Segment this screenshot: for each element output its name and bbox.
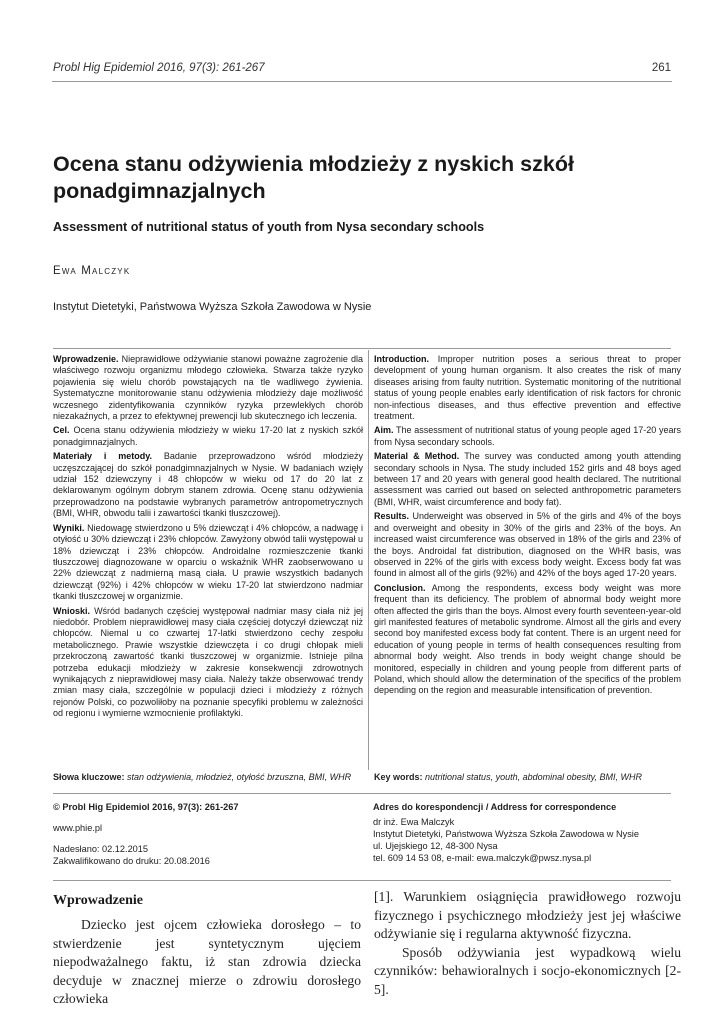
article-subtitle: Assessment of nutritional status of youth from Nysa secondary schools [53, 220, 485, 234]
title-line-1: Ocena stanu odżywienia młodzieży z nyskich szkół [53, 152, 574, 176]
page-number: 261 [651, 62, 671, 74]
body-paragraph: Dziecko jest ojcem człowieka dorosłego – to stwierdzenie jest syntetycznym ujęciem niepodważalnego faktu, iż stan zdrowia dziecka decyduje w znacznej mierze o zdrowiu dorosłego człowieka [53, 917, 361, 1006]
section-text: Wśród badanych częściej występował nadmiar masy ciała niż jej niedobór. Problem nieprawidłowej masy ciała częściej dotyczył dziewcząt niż chłopców. Niemal u co czwartej 17-latki stwierdzono cechy zespołu metabolicznego. Prawie wszystkie dziewczęta i co drugi chłopak mieli przekroczoną zawartość tkanki tłuszczowej w organizmie. Istnieje pilna potrzeba edukacji młodzieży w zakresie konsekwencji zdrowotnych wynikających z nieprawidłowej masy ciała. Należy także obserwować trendy zmian masy ciała, szczególnie w populacji dzieci i młodzieży z różnych rejonów Polski, co pozwoliłoby na poznanie specyfiki problemu w zależności od regionu i wymierne wzmocnienie profilaktyki. [53, 605, 363, 719]
abstract-column-divider [368, 350, 369, 770]
abstract-section [53, 523, 363, 603]
keywords-english [374, 772, 642, 782]
abstract-section [374, 451, 681, 508]
accepted-date: Zakwalifikowano do druku: 20.08.2016 [53, 856, 210, 866]
author-name: Ewa Malczyk [53, 265, 131, 277]
abstract-section [374, 354, 681, 422]
section-head: Materiały i metody. [53, 451, 153, 462]
body-column-left [53, 916, 361, 1009]
abstract-top-rule [53, 348, 671, 349]
keywords-polish [53, 772, 351, 782]
abstract-section [53, 451, 363, 519]
body-paragraph: [1]. Warunkiem osiągnięcia prawidłowego rozwoju fizycznego i psychicznego młodzieży jest jej właściwe odżywianie się i regularna aktywność fizyczna. [374, 889, 681, 941]
correspondence-contact: tel. 609 14 53 08, e-mail: ewa.malczyk@pwsz.nysa.pl [373, 853, 592, 863]
correspondence-head: Adres do korespondencji / Address for correspondence [373, 802, 617, 812]
section-head: Material & Method. [374, 451, 460, 462]
body-top-rule [53, 880, 671, 881]
article-title [53, 151, 653, 205]
section-text: Underweight was observed in 5% of the girls and 4% of the boys and overweight and obesity in 30% of the girls and 23% of the boys. An increased waist circumference was observed in 18% of the girls and 23% of the boys. Androidal fat distribution, diagnosed on the WHR basis, was observed in 22% of the girls with excess body weight. Excess body fat was found in almost all of the girls (92%) and 42% of the boys aged 17-20 years. [374, 511, 681, 579]
section-head: Wprowadzenie. [53, 354, 119, 364]
section-text: Nieprawidłowe odżywianie stanowi poważne zagrożenie dla właściwego rozwoju organizmu młodego człowieka. Stwarza także ryzyko pojawienia się wielu chorób powstających na tle wadliwego żywienia. Systematyczne monitorowanie stanu odżywienia młodzieży daje możliwość wczesnego zidentyfikowania czynników ryzyka przewlekłych chorób niezakaźnych, a przez to efektywnej prewencji lub skutecznego ich leczenia. [53, 354, 363, 422]
keywords-text: stan odżywienia, młodzież, otyłość brzuszna, BMI, WHR [127, 772, 352, 782]
section-text: Among the respondents, excess body weight was more frequent than its deficiency. The problem of abnormal body weight more often affected the girls than the boys. Almost every fourth seventeen-year-old girl manifested features of metabolic syndrome. Almost all the girls and every second boy manifested excess body fat content. There is an urgent need for education of young people in terms of health consequences resulting from abnormal body weight. Also trends in body weight change should be monitored, especially in children and young people from different parts of Poland, which should allow the determination of the specifics of the problem depending on the region and measurable intensification of prevention. [374, 582, 681, 696]
title-line-2: ponadgimnazjalnych [53, 179, 266, 203]
correspondence-info [373, 801, 683, 864]
abstract-section [374, 425, 681, 448]
section-head: Wnioski. [53, 605, 91, 616]
abstract-bottom-rule [53, 793, 671, 794]
section-head: Cel. [53, 425, 70, 436]
keywords-head: Słowa kluczowe: [53, 772, 125, 782]
received-date: Nadesłano: 02.12.2015 [53, 844, 149, 854]
section-head: Results. [374, 511, 410, 522]
section-heading: Wprowadzenie [53, 893, 143, 908]
section-text: The assessment of nutritional status of young people aged 17-20 years from Nysa secondary schools. [374, 425, 681, 447]
section-text: The survey was conducted among youth attending secondary schools in Nysa. The study included 152 girls and 48 boys aged between 17 and 20 years with general good health declared. The nutritional assessment was carried out based on selected anthropometric parameters (BMI, WHR, waist circumference and body fat). [374, 451, 681, 507]
correspondence-institution: Instytut Dietetyki, Państwowa Wyższa Szkoła Zawodowa w Nysie [373, 829, 639, 839]
header-divider [52, 81, 672, 82]
publication-info [53, 801, 353, 867]
section-head: Introduction. [374, 354, 429, 364]
section-text: Niedowagę stwierdzono u 5% dziewcząt i 4% chłopców, a nadwagę i otyłość u 30% dziewcząt i 23% chłopców. Zawyżony obwód talii występował u 18% dziewcząt i 23% chłopców. Androidalne rozmieszczenie tkanki tłuszczowej diagnozowane w oparciu o wskaźnik WHR zaobserwowano u 22% dziewcząt z nadmierną masą ciała. U prawie wszystkich badanych dziewcząt (92%) i 42% chłopców w wieku 17-20 lat stwierdzono nadmiar tkanki tłuszczowej w organizmie. [53, 522, 363, 602]
section-text: Badanie przeprowadzono wśród młodzieży uczęszczającej do szkół ponadgimnazjalnych w Nysie. W badaniach wzięły udział 152 dziewczyny i 48 chłopców w wieku od 17 do 20 lat z deklarowanym ogólnym dobrym stanem zdrowia. Ocenę stanu odżywienia przeprowadzono na podstawie wybranych parametrów antropometrycznych (BMI, WHR, obwodu talii i zawartości tkanki tłuszczowej). [53, 451, 363, 519]
abstract-section [374, 511, 681, 579]
abstract-section [53, 425, 363, 448]
author-affiliation: Instytut Dietetyki, Państwowa Wyższa Szkoła Zawodowa w Nysie [53, 301, 372, 313]
correspondence-street: ul. Ujejskiego 12, 48-300 Nysa [373, 841, 498, 851]
abstract-section [53, 606, 363, 720]
body-paragraph: Sposób odżywiania jest wypadkową wielu czynników: behawioralnych i socjo-ekonomicznych [2-5]. [374, 944, 681, 997]
keywords-text: nutritional status, youth, abdominal obesity, BMI, WHR [425, 772, 642, 782]
abstract-english [374, 354, 681, 700]
section-head: Wyniki. [53, 522, 85, 533]
keywords-head: Key words: [374, 772, 423, 782]
section-head: Conclusion. [374, 582, 426, 593]
body-column-right [374, 888, 681, 999]
correspondence-name: dr inż. Ewa Malczyk [373, 817, 455, 827]
journal-reference: Probl Hig Epidemiol 2016, 97(3): 261-267 [53, 62, 265, 74]
abstract-section [374, 583, 681, 697]
abstract-section [53, 354, 363, 422]
website-link[interactable]: www.phie.pl [53, 823, 103, 833]
section-text: Improper nutrition poses a serious threat to proper development of young human organism. It also creates the risk of many diseases arising from faulty nutrition. Systematic monitoring of the nutritional status of young people enables early identification of risk factors for chronic non-infectious diseases, and thus effective prevention and effective treatment. [374, 354, 681, 422]
section-text: Ocena stanu odżywienia młodzieży w wieku 17-20 lat z nyskich szkół ponadgimnazjalnych. [53, 425, 363, 447]
copyright: © Probl Hig Epidemiol 2016, 97(3): 261-267 [53, 802, 239, 812]
abstract-polish [53, 354, 363, 723]
section-head: Aim. [374, 425, 394, 436]
